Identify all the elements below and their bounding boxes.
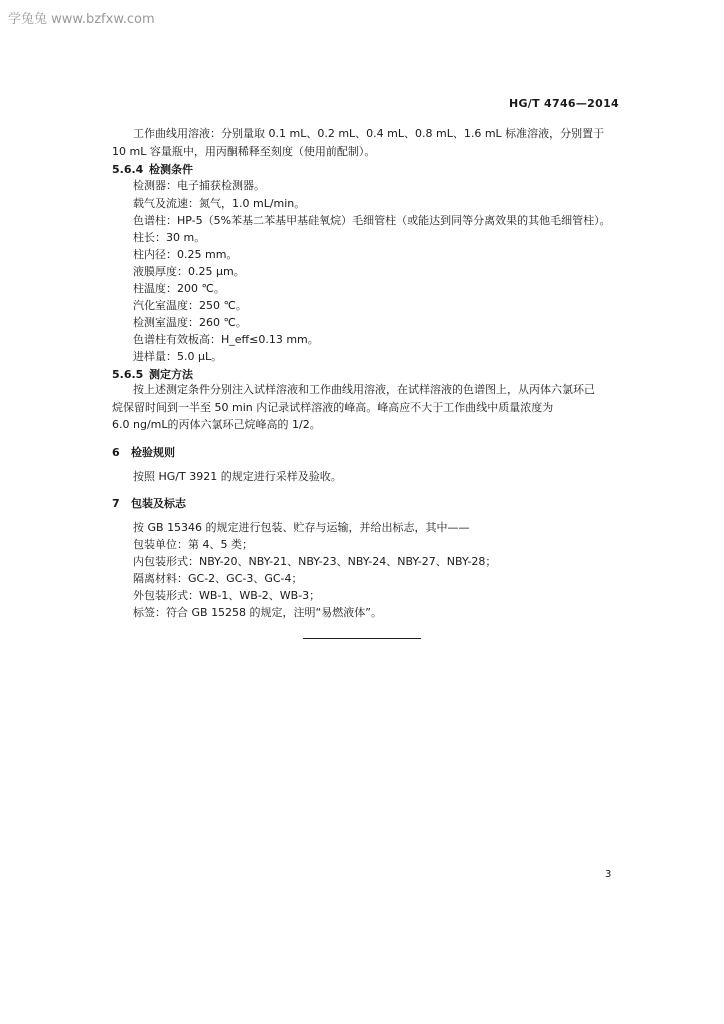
condition-item: 色谱柱有效板高：H_eff≤0.13 mm。 (133, 333, 319, 346)
method-line-3: 6.0 ng/mL的丙体六氯环己烷峰高的 1/2。 (112, 418, 321, 431)
packaging-line: 标签：符合 GB 15258 的规定，注明“易燃液体”。 (133, 606, 382, 619)
packaging-line: 外包装形式：WB-1、WB-2、WB-3； (133, 589, 321, 602)
standard-id-header: HG/T 4746—2014 (508, 97, 619, 110)
section-title: 检测条件 (149, 163, 193, 176)
page-number: 3 (605, 869, 612, 880)
condition-item: 检测室温度：260 ℃。 (133, 316, 247, 329)
section-number: 5.6.4 (112, 163, 144, 176)
end-rule (303, 638, 421, 639)
section-heading-6 (112, 444, 175, 460)
condition-item: 汽化室温度：250 ℃。 (133, 299, 247, 312)
section-heading-7 (112, 495, 186, 511)
watermark: 学兔兔 www.bzfxw.com (8, 12, 155, 27)
section-heading-5-6-4 (112, 161, 193, 177)
section-number: 5.6.5 (112, 368, 144, 381)
condition-item: 柱内径：0.25 mm。 (133, 248, 238, 261)
section-title: 测定方法 (149, 368, 193, 381)
condition-item: 载气及流速：氮气，1.0 mL/min。 (133, 197, 306, 210)
packaging-line: 包装单位：第 4、5 类； (133, 538, 253, 551)
condition-item: 柱长：30 m。 (133, 231, 206, 244)
section-number: 7 (112, 497, 120, 510)
condition-item: 色谱柱：HP-5（5%苯基二苯基甲基硅氧烷）毛细管柱（或能达到同等分离效果的其他毛细管柱）。 (133, 214, 611, 227)
section-title: 包装及标志 (131, 497, 186, 510)
section-number: 6 (112, 446, 120, 459)
condition-item: 检测器：电子捕获检测器。 (133, 179, 265, 192)
method-line-2: 烷保留时间到一半至 50 min 内记录试样溶液的峰高。峰高应不大于工作曲线中质量浓度为 (112, 401, 554, 414)
intro-line-2: 10 mL 容量瓶中，用丙酮稀释至刻度（使用前配制）。 (112, 145, 376, 158)
method-line-1: 按上述测定条件分别注入试样溶液和工作曲线用溶液，在试样溶液的色谱图上，从丙体六氯环己 (133, 383, 595, 396)
section-title: 检验规则 (131, 446, 175, 459)
packaging-line: 内包装形式：NBY-20、NBY-21、NBY-23、NBY-24、NBY-27、NBY-28； (133, 555, 497, 568)
condition-item: 进样量：5.0 μL。 (133, 350, 223, 363)
intro-line-1: 工作曲线用溶液：分别量取 0.1 mL、0.2 mL、0.4 mL、0.8 mL、1.6 mL 标准溶液，分别置于 (133, 127, 605, 140)
condition-item: 柱温度：200 ℃。 (133, 282, 225, 295)
packaging-line: 隔离材料：GC-2、GC-3、GC-4； (133, 572, 303, 585)
section-heading-5-6-5 (112, 366, 193, 382)
packaging-line: 按 GB 15346 的规定进行包装、贮存与运输，并给出标志，其中—— (133, 521, 470, 534)
inspection-rule-text: 按照 HG/T 3921 的规定进行采样及验收。 (133, 470, 342, 483)
condition-item: 液膜厚度：0.25 μm。 (133, 265, 245, 278)
